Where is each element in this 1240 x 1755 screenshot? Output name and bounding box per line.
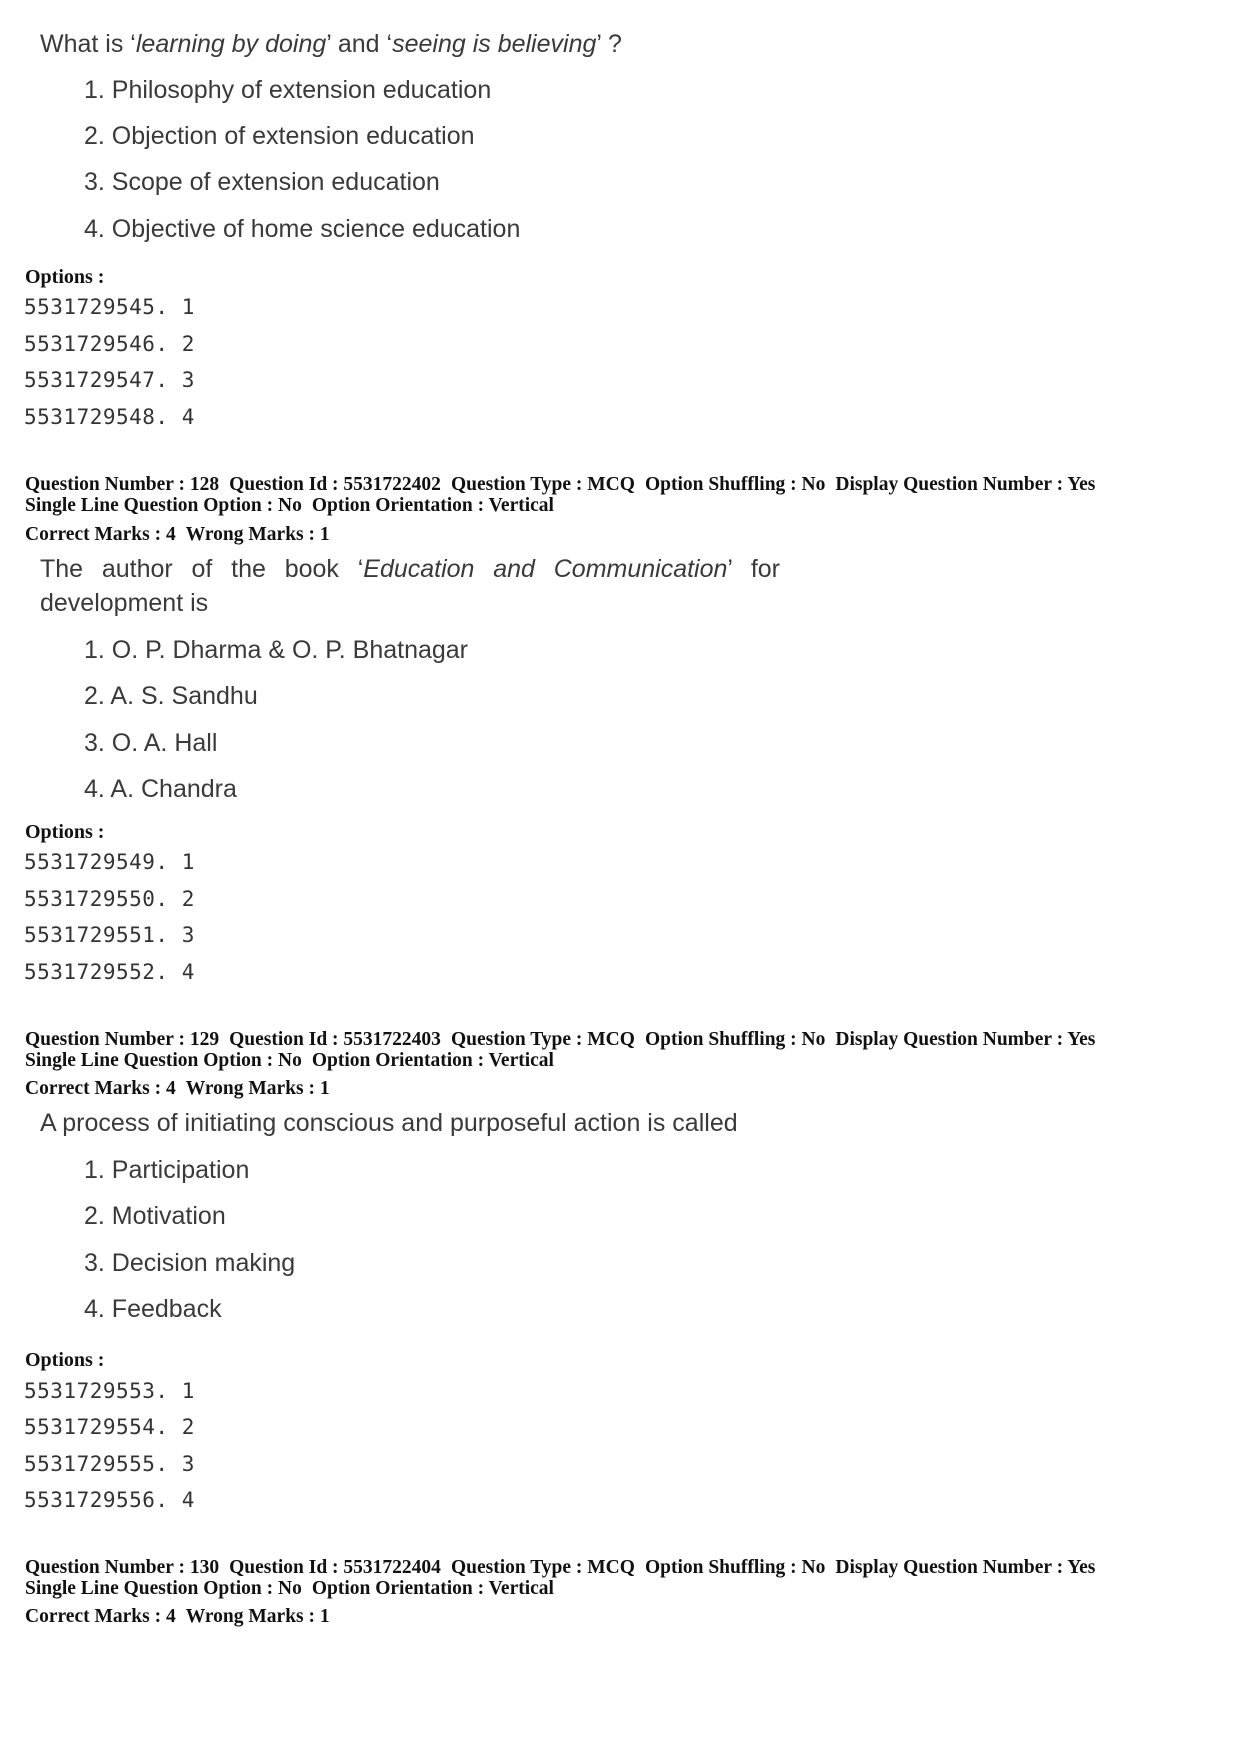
options-label: Options : bbox=[25, 1349, 105, 1371]
option-row: 5531729549. 1 bbox=[24, 850, 195, 874]
option-row: 5531729553. 1 bbox=[24, 1379, 195, 1403]
option-row: 5531729552. 4 bbox=[24, 960, 195, 984]
option-row: 5531729546. 2 bbox=[24, 332, 195, 356]
choice-item: 3. O. A. Hall bbox=[84, 729, 218, 757]
choice-item: 2. Objection of extension education bbox=[84, 122, 475, 150]
choice-item: 3. Scope of extension education bbox=[84, 168, 440, 196]
question-meta-line-1: Question Number : 128 Question Id : 5531722402 Question Type : MCQ Option Shuffling : No Display Question Number : Yes bbox=[25, 474, 1096, 495]
option-row: 5531729548. 4 bbox=[24, 405, 195, 429]
choice-item: 4. A. Chandra bbox=[84, 775, 237, 803]
question-text: The author of the book ‘Education and Communication’ for development is bbox=[40, 555, 781, 617]
option-row: 5531729550. 2 bbox=[24, 887, 195, 911]
option-row: 5531729551. 3 bbox=[24, 923, 195, 947]
question-text: What is ‘learning by doing’ and ‘seeing is believing’ ? bbox=[40, 30, 622, 58]
marks-line: Correct Marks : 4 Wrong Marks : 1 bbox=[25, 1078, 330, 1099]
choice-item: 1. O. P. Dharma & O. P. Bhatnagar bbox=[84, 636, 469, 664]
option-row: 5531729547. 3 bbox=[24, 368, 195, 392]
choice-item: 3. Decision making bbox=[84, 1249, 296, 1277]
question-meta-line-2: Single Line Question Option : No Option Orientation : Vertical bbox=[25, 1050, 554, 1071]
choice-item: 4. Objective of home science education bbox=[84, 215, 521, 243]
option-row: 5531729554. 2 bbox=[24, 1415, 195, 1439]
question-meta-line-2: Single Line Question Option : No Option Orientation : Vertical bbox=[25, 495, 554, 516]
choice-item: 1. Participation bbox=[84, 1156, 250, 1184]
question-text: A process of initiating conscious and purposeful action is called bbox=[40, 1109, 738, 1137]
marks-line: Correct Marks : 4 Wrong Marks : 1 bbox=[25, 1606, 330, 1627]
question-meta-line-1: Question Number : 129 Question Id : 5531722403 Question Type : MCQ Option Shuffling : No Display Question Number : Yes bbox=[25, 1029, 1096, 1050]
options-label: Options : bbox=[25, 821, 105, 843]
option-row: 5531729545. 1 bbox=[24, 295, 195, 319]
option-row: 5531729556. 4 bbox=[24, 1488, 195, 1512]
marks-line: Correct Marks : 4 Wrong Marks : 1 bbox=[25, 524, 330, 545]
question-meta-line-1: Question Number : 130 Question Id : 5531722404 Question Type : MCQ Option Shuffling : No Display Question Number : Yes bbox=[25, 1557, 1096, 1578]
choice-item: 2. A. S. Sandhu bbox=[84, 682, 258, 710]
choice-item: 2. Motivation bbox=[84, 1202, 226, 1230]
options-label: Options : bbox=[25, 266, 105, 288]
question-meta-line-2: Single Line Question Option : No Option Orientation : Vertical bbox=[25, 1578, 554, 1599]
choice-item: 1. Philosophy of extension education bbox=[84, 76, 492, 104]
choice-item: 4. Feedback bbox=[84, 1295, 222, 1323]
option-row: 5531729555. 3 bbox=[24, 1452, 195, 1476]
